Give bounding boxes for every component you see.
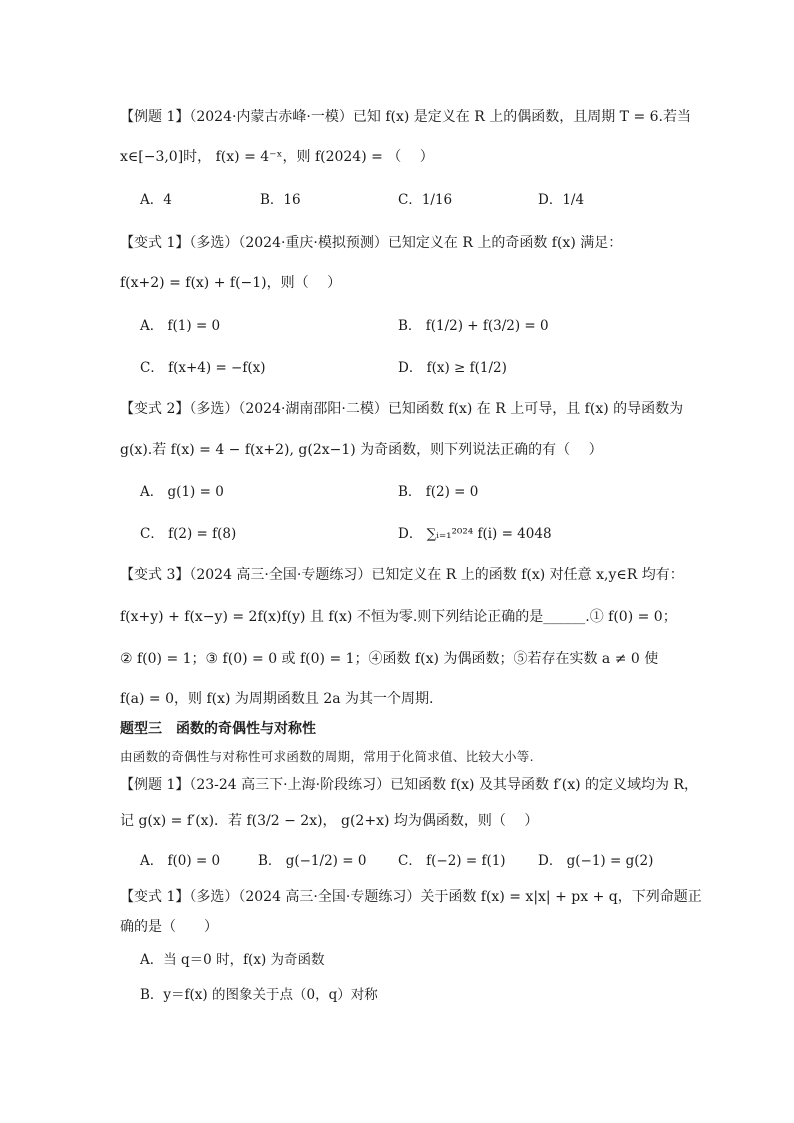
variation-1-line-1: 【变式 1】（多选）（2024·重庆·模拟预测）已知定义在 R 上的奇函数 f(x) 满足： xyxy=(120,235,623,251)
example-1-line-1: 【例题 1】（2024·内蒙古赤峰·一模）已知 f(x) 是定义在 R 上的偶函数，且周期 T = 6.若当 xyxy=(120,109,692,125)
example-1-option-c: C．1/16 xyxy=(398,192,453,208)
example-1-line-2: x∈[−3,0]时， f(x) = 4⁻ˣ，则 f(2024) = （ ） xyxy=(120,149,434,165)
variation-3-line-1: 【变式 3】（2024 高三·全国·专题练习）已知定义在 R 上的函数 f(x) 对任意 x,y∈R 均有： xyxy=(120,567,684,583)
variation-1-option-b: B． f(1/2) + f(3/2) = 0 xyxy=(398,318,549,334)
variation-3-line-4: f(a) = 0，则 f(x) 为周期函数且 2a 为其一个周期. xyxy=(120,691,434,707)
variation-1-option-a: A． f(1) = 0 xyxy=(140,318,221,334)
variation-3-line-2: f(x+y) + f(x−y) = 2f(x)f(y) 且 f(x) 不恒为零.则下列结论正确的是______.① f(0) = 0； xyxy=(120,609,677,625)
example-1-option-a: A．4 xyxy=(140,192,172,208)
topic-3-variation-1-line-2: 确的是（ ） xyxy=(120,919,218,935)
example-1-option-d: D．1/4 xyxy=(538,192,585,208)
variation-2-option-d: D． ∑ᵢ₌₁²⁰²⁴ f(i) = 4048 xyxy=(398,526,552,542)
topic-3-hint: 由函数的奇偶性与对称性可求函数的周期，常用于化简求值、比较大小等. xyxy=(120,749,534,764)
variation-1-option-d: D． f(x) ≥ f(1/2) xyxy=(398,360,507,376)
topic-3-variation-1-line-1: 【变式 1】（多选）（2024 高三·全国·专题练习）关于函数 f(x) = x|x| + px + q，下列命题正 xyxy=(120,889,702,905)
variation-2-option-c: C． f(2) = f(8) xyxy=(140,526,237,542)
topic-3-example-1-line-2: 记 g(x) = f′(x)．若 f(3/2 − 2x)， g(2+x) 均为偶函数，则（ ） xyxy=(120,813,539,829)
variation-2-line-2: g(x).若 f(x) = 4 − f(x+2), g(2x−1) 为奇函数，则下列说法正确的有（ ） xyxy=(120,442,603,458)
variation-2-line-1: 【变式 2】（多选）（2024·湖南邵阳·二模）已知函数 f(x) 在 R 上可导，且 f(x) 的导函数为 xyxy=(120,401,684,417)
topic-3-title: 题型三 函数的奇偶性与对称性 xyxy=(120,721,316,737)
variation-1-option-c: C． f(x+4) = −f(x) xyxy=(140,360,266,376)
variation-2-option-a: A． g(1) = 0 xyxy=(140,484,224,500)
topic-3-variation-1-option-a: A．当 q＝0 时，f(x) 为奇函数 xyxy=(140,952,325,968)
topic-3-example-1-option-b: B． g(−1/2) = 0 xyxy=(258,853,367,869)
topic-3-example-1-option-c: C． f(−2) = f(1) xyxy=(398,853,506,869)
variation-3-line-3: ② f(0) = 1；③ f(0) = 0 或 f(0) = 1；④函数 f(x) 为偶函数；⑤若存在实数 a ≠ 0 使 xyxy=(120,651,659,667)
topic-3-variation-1-option-b: B．y＝f(x) 的图象关于点（0，q）对称 xyxy=(140,987,378,1003)
variation-1-line-2: f(x+2) = f(x) + f(−1)，则（ ） xyxy=(120,275,342,291)
topic-3-example-1-option-a: A． f(0) = 0 xyxy=(140,853,221,869)
topic-3-example-1-line-1: 【例题 1】（23-24 高三下·上海·阶段练习）已知函数 f(x) 及其导函数 f′(x) 的定义域均为 R， xyxy=(120,777,699,793)
example-1-option-b: B．16 xyxy=(260,192,301,208)
variation-2-option-b: B． f(2) = 0 xyxy=(398,484,479,500)
topic-3-example-1-option-d: D． g(−1) = g(2) xyxy=(538,853,654,869)
